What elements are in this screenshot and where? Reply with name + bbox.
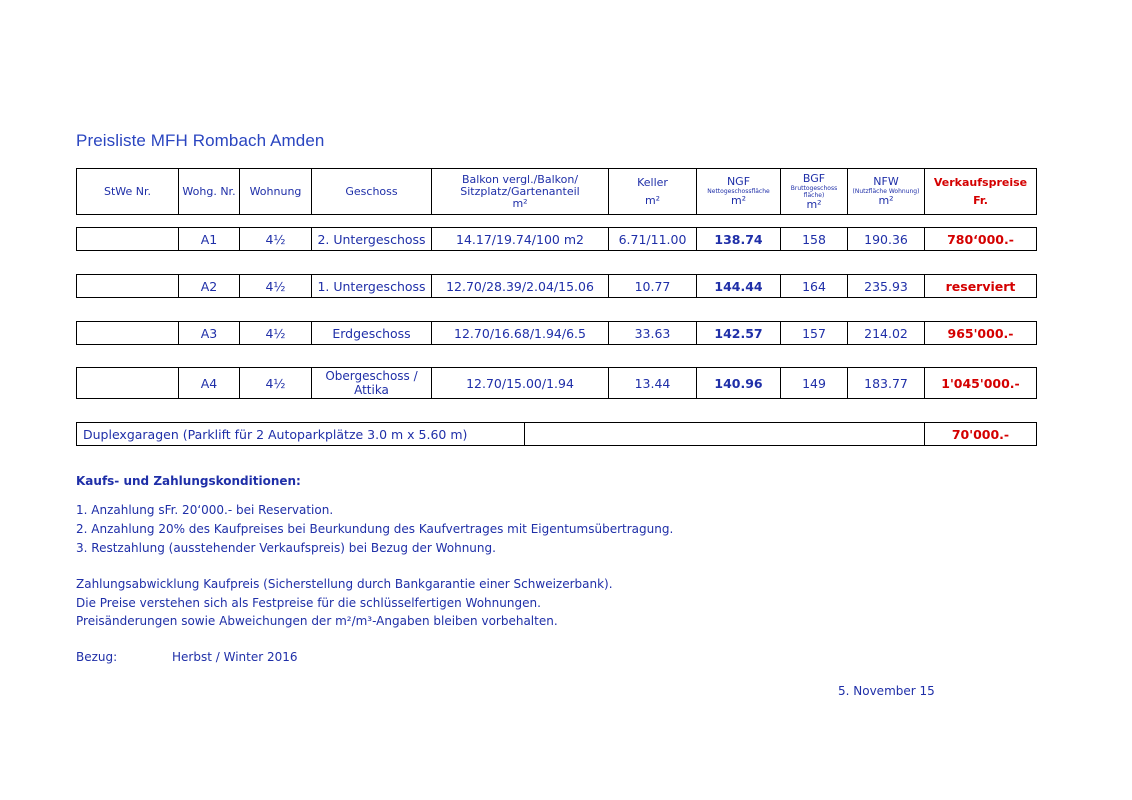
- note-line: Preisänderungen sowie Abweichungen der m²/m³-Angaben bleiben vorbehalten.: [76, 614, 558, 628]
- col-geschoss: Geschoss: [312, 169, 432, 215]
- col-keller-label: Keller: [637, 175, 668, 189]
- garage-price: 70'000.-: [925, 423, 1037, 446]
- cell-price: 1'045'000.-: [925, 368, 1037, 399]
- cell-keller: 6.71/11.00: [609, 228, 697, 251]
- cell-price: 780‘000.-: [925, 228, 1037, 251]
- garage-empty: [525, 423, 925, 446]
- cell-stwe: [77, 368, 179, 399]
- col-price-label: Verkaufspreise: [933, 175, 1028, 189]
- cell-stwe: [77, 228, 179, 251]
- col-ngf-label: NGF: [726, 175, 751, 188]
- cell-geschoss: Erdgeschoss: [312, 322, 432, 345]
- cell-keller: 10.77: [609, 275, 697, 298]
- cell-nr: A4: [179, 368, 240, 399]
- col-balkon: [432, 169, 609, 215]
- price-table-header: [76, 168, 1037, 215]
- col-stwe: StWe Nr.: [77, 169, 179, 215]
- cell-stwe: [77, 322, 179, 345]
- apartment-row: [76, 321, 1037, 345]
- col-wohnung: Wohnung: [240, 169, 312, 215]
- col-balkon-unit: m²: [512, 196, 528, 210]
- col-ngf-unit: m²: [730, 194, 747, 207]
- cell-nfw: 190.36: [848, 228, 925, 251]
- col-nfw: [848, 169, 925, 215]
- col-nfw-sub: (Nutzfläche Wohnung): [852, 188, 920, 195]
- cell-ngf: 144.44: [697, 275, 781, 298]
- cell-balkon: 14.17/19.74/100 m2: [432, 228, 609, 251]
- cell-nr: A1: [179, 228, 240, 251]
- cell-ngf: 140.96: [697, 368, 781, 399]
- cell-nr: A3: [179, 322, 240, 345]
- col-nfw-unit: m²: [878, 194, 894, 207]
- cell-zimmer: 4½: [240, 368, 312, 399]
- cell-ngf: 142.57: [697, 322, 781, 345]
- conditions-heading: Kaufs- und Zahlungskonditionen:: [76, 474, 301, 488]
- cell-zimmer: 4½: [240, 228, 312, 251]
- cell-balkon: 12.70/15.00/1.94: [432, 368, 609, 399]
- note-line: Zahlungsabwicklung Kaufpreis (Sicherstellung durch Bankgarantie einer Schweizerbank).: [76, 577, 613, 591]
- garage-row: [76, 422, 1037, 446]
- cell-geschoss: 1. Untergeschoss: [312, 275, 432, 298]
- col-balkon-label: Balkon vergl./Balkon/ Sitzplatz/Gartenanteil: [460, 172, 580, 198]
- col-nfw-label: NFW: [873, 175, 899, 188]
- cell-nfw: 183.77: [848, 368, 925, 399]
- cell-bgf: 158: [781, 228, 848, 251]
- condition-item: 2. Anzahlung 20% des Kaufpreises bei Beurkundung des Kaufvertrages mit Eigentumsübertragung.: [76, 522, 674, 536]
- col-ngf: [697, 169, 781, 215]
- cell-bgf: 157: [781, 322, 848, 345]
- cell-bgf: 164: [781, 275, 848, 298]
- cell-zimmer: 4½: [240, 275, 312, 298]
- col-bgf-label: BGF: [802, 171, 826, 185]
- cell-geschoss: 2. Untergeschoss: [312, 228, 432, 251]
- col-wohg-nr: Wohg. Nr.: [179, 169, 240, 215]
- cell-zimmer: 4½: [240, 322, 312, 345]
- apartment-row: [76, 227, 1037, 251]
- col-bgf: [781, 169, 848, 215]
- bezug-label: Bezug:: [76, 650, 118, 664]
- col-price: [925, 169, 1037, 215]
- document-date: 5. November 15: [838, 684, 935, 698]
- col-keller-unit: m²: [644, 193, 661, 207]
- apartment-row: [76, 274, 1037, 298]
- bezug-value: Herbst / Winter 2016: [172, 650, 298, 664]
- col-bgf-unit: m²: [806, 197, 822, 211]
- cell-nfw: 214.02: [848, 322, 925, 345]
- garage-label: Duplexgaragen (Parklift für 2 Autoparkplätze 3.0 m x 5.60 m): [77, 423, 525, 446]
- cell-balkon: 12.70/28.39/2.04/15.06: [432, 275, 609, 298]
- cell-balkon: 12.70/16.68/1.94/6.5: [432, 322, 609, 345]
- note-line: Die Preise verstehen sich als Festpreise für die schlüsselfertigen Wohnungen.: [76, 596, 541, 610]
- col-keller: [609, 169, 697, 215]
- cell-keller: 13.44: [609, 368, 697, 399]
- cell-geschoss: Obergeschoss / Attika: [312, 368, 432, 399]
- cell-stwe: [77, 275, 179, 298]
- cell-keller: 33.63: [609, 322, 697, 345]
- col-price-unit: Fr.: [973, 193, 988, 207]
- condition-item: 1. Anzahlung sFr. 20‘000.- bei Reservation.: [76, 503, 334, 517]
- page-title: Preisliste MFH Rombach Amden: [76, 131, 325, 150]
- cell-ngf: 138.74: [697, 228, 781, 251]
- cell-price: 965'000.-: [925, 322, 1037, 345]
- col-ngf-sub: Nettogeschossfläche: [707, 188, 770, 195]
- cell-nfw: 235.93: [848, 275, 925, 298]
- cell-bgf: 149: [781, 368, 848, 399]
- cell-nr: A2: [179, 275, 240, 298]
- apartment-row: [76, 367, 1037, 399]
- condition-item: 3. Restzahlung (ausstehender Verkaufspreis) bei Bezug der Wohnung.: [76, 541, 496, 555]
- cell-price: reserviert: [925, 275, 1037, 298]
- col-bgf-sub: Bruttogeschoss fläche): [790, 184, 838, 199]
